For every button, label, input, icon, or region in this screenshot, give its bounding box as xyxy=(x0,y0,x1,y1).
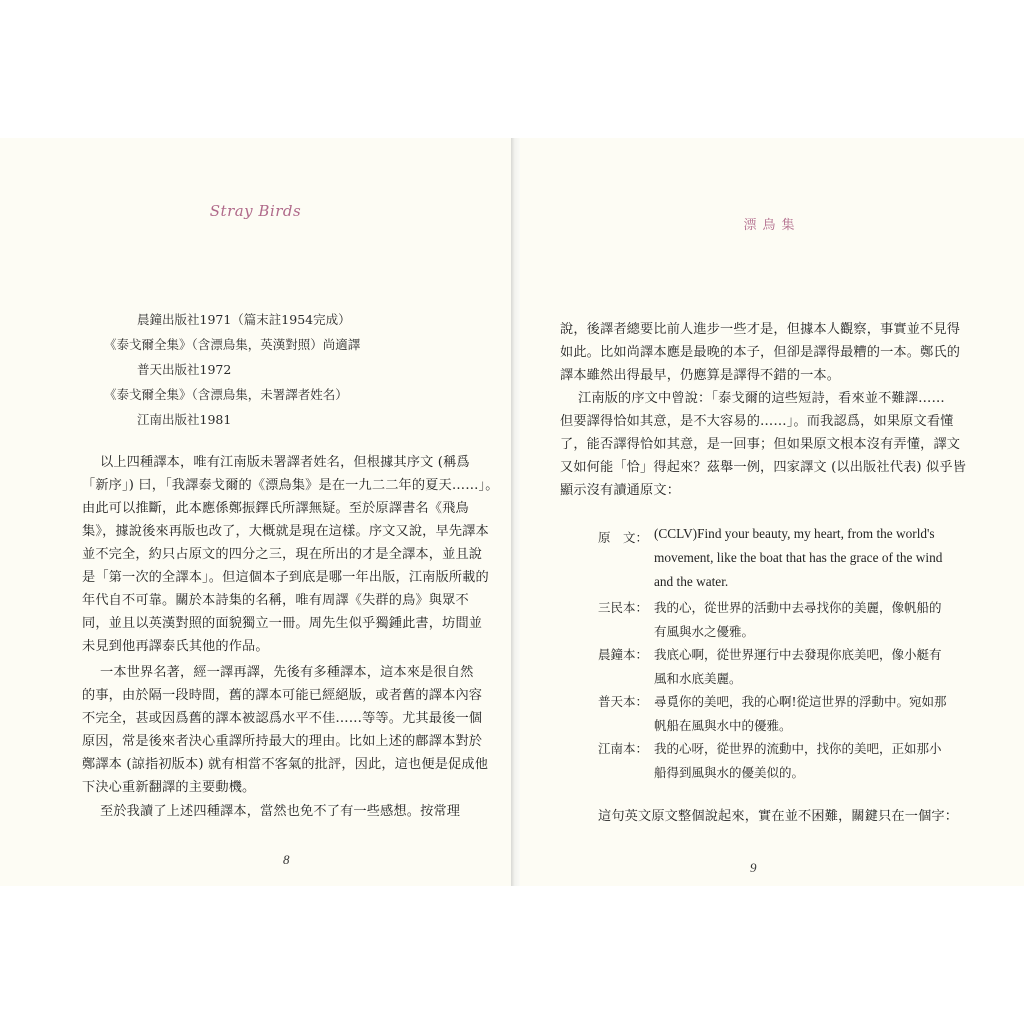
translation-line: 我的心，從世界的活動中去尋找你的美麗，像帆船的 xyxy=(654,600,942,615)
original-text-line: (CCLV)Find your beauty, my heart, from the world's xyxy=(654,526,935,541)
body-line: 集》，據說後來再版也改了，大概就是現在這樣。序文又說，早先譯本 xyxy=(82,524,489,539)
original-text-line: movement, like the boat that has the grace of the wind xyxy=(654,550,943,565)
body-line: 同，並且以英漢對照的面貌獨立一冊。周先生似乎獨鍾此書，坊間並 xyxy=(82,616,483,631)
body-line: 並不完全，約只占原文的四分之三，現在所出的才是全譯本，並且說 xyxy=(82,547,483,562)
body-line: 又如何能「恰」得起來？茲舉一例，四家譯文 (以出版社代表) 似乎皆 xyxy=(560,460,967,475)
body-line: 由此可以推斷，此本應係鄭振鐸氏所譯無疑。至於原譯書名《飛鳥 xyxy=(82,501,469,516)
running-head-left: Stray Birds xyxy=(209,202,302,220)
body-line: 但要譯得恰如其意，是不大容易的……」。而我認爲，如果原文看懂 xyxy=(560,414,954,429)
page-number-left: 8 xyxy=(283,852,290,867)
translation-line: 尋覓你的美吧，我的心啊!從這世界的浮動中。宛如那 xyxy=(654,694,947,709)
body-line: 鄭譯本 (諒指初版本) 就有相當不客氣的批評，因此，這也便是促成他 xyxy=(82,757,489,772)
body-line: 原因，常是後來者決心重譯所持最大的理由。比如上述的鄜譯本對於 xyxy=(82,734,483,749)
body-line: 譯本雖然出得最早，仍應算是譯得不錯的一本。 xyxy=(560,368,841,383)
translation-label: 普天本： xyxy=(598,694,649,709)
translation-line: 船得到風與水的優美似的。 xyxy=(654,765,805,780)
translation-label: 三民本： xyxy=(598,600,649,615)
body-line: 了，能否譯得恰如其意，是一回事；但如果原文根本沒有弄懂，譯文 xyxy=(560,437,961,452)
translation-line: 帆船在風與水中的優雅。 xyxy=(654,718,792,733)
page-number-right: 9 xyxy=(750,860,757,875)
translation-line: 風和水底美麗。 xyxy=(654,671,742,686)
body-line: 以上四種譯本，唯有江南版未署譯者姓名，但根據其序文 (稱爲 xyxy=(100,455,470,470)
translation-line: 我的心呀，從世界的流動中，找你的美吧，正如那小 xyxy=(654,741,942,756)
translation-label: 江南本： xyxy=(598,741,649,756)
body-line: 說，後譯者總要比前人進步一些才是，但據本人觀察，事實並不見得 xyxy=(560,322,961,337)
body-line: 「新序」) 曰，「我譯泰戈爾的《漂鳥集》是在一九二二年的夏天……」。 xyxy=(82,478,499,493)
running-head-right: 漂鳥集 xyxy=(743,218,801,233)
body-line: 顯示沒有讀通原文： xyxy=(560,483,681,498)
edition-item: 《泰戈爾全集》（含漂鳥集，英漢對照）尚適譯 xyxy=(104,337,361,352)
edition-item: 晨鐘出版社1971（篇末註1954完成） xyxy=(137,312,351,327)
translation-line: 有風與水之優雅。 xyxy=(654,624,755,639)
body-line: 這句英文原文整個說起來，實在並不困難，關鍵只在一個字： xyxy=(598,809,959,824)
body-line: 如此。比如尚譯本應是最晚的本子，但卻是譯得最糟的一本。鄭氏的 xyxy=(560,345,961,360)
body-line: 不完全，甚或因爲舊的譯本被認爲水平不佳……等等。尤其最後一個 xyxy=(82,711,483,726)
edition-item: 江南出版社1981 xyxy=(137,412,232,427)
translation-line: 我底心啊，從世界運行中去發現你底美吧，像小艇有 xyxy=(654,647,942,662)
body-line: 一本世界名著，經一譯再譯，先後有多種譯本，這本來是很自然 xyxy=(100,665,474,680)
body-line: 年代自不可靠。關於本詩集的名稱，唯有周譯《失群的鳥》與眾不 xyxy=(82,593,469,608)
body-line: 未見到他再譯泰氏其他的作品。 xyxy=(82,639,269,654)
translation-label: 晨鐘本： xyxy=(598,647,649,662)
original-text-line: and the water. xyxy=(654,574,729,589)
edition-item: 普天出版社1972 xyxy=(137,362,232,377)
body-line: 至於我讀了上述四種譯本，當然也免不了有一些感想。按常理 xyxy=(100,804,461,819)
book-gutter xyxy=(511,138,520,886)
edition-item: 《泰戈爾全集》（含漂鳥集，未署譯者姓名） xyxy=(104,387,348,402)
translation-label: 原 文： xyxy=(598,530,649,545)
body-line: 江南版的序文中曾說：「泰戈爾的這些短詩，看來並不難譯…… xyxy=(578,391,945,406)
body-line: 下決心重新翻譯的主要動機。 xyxy=(82,780,256,795)
body-line: 是「第一次的全譯本」。但這個本子到底是哪一年出版，江南版所載的 xyxy=(82,570,489,585)
body-line: 的事，由於隔一段時間，舊的譯本可能已經絕版，或者舊的譯本內容 xyxy=(82,688,483,703)
